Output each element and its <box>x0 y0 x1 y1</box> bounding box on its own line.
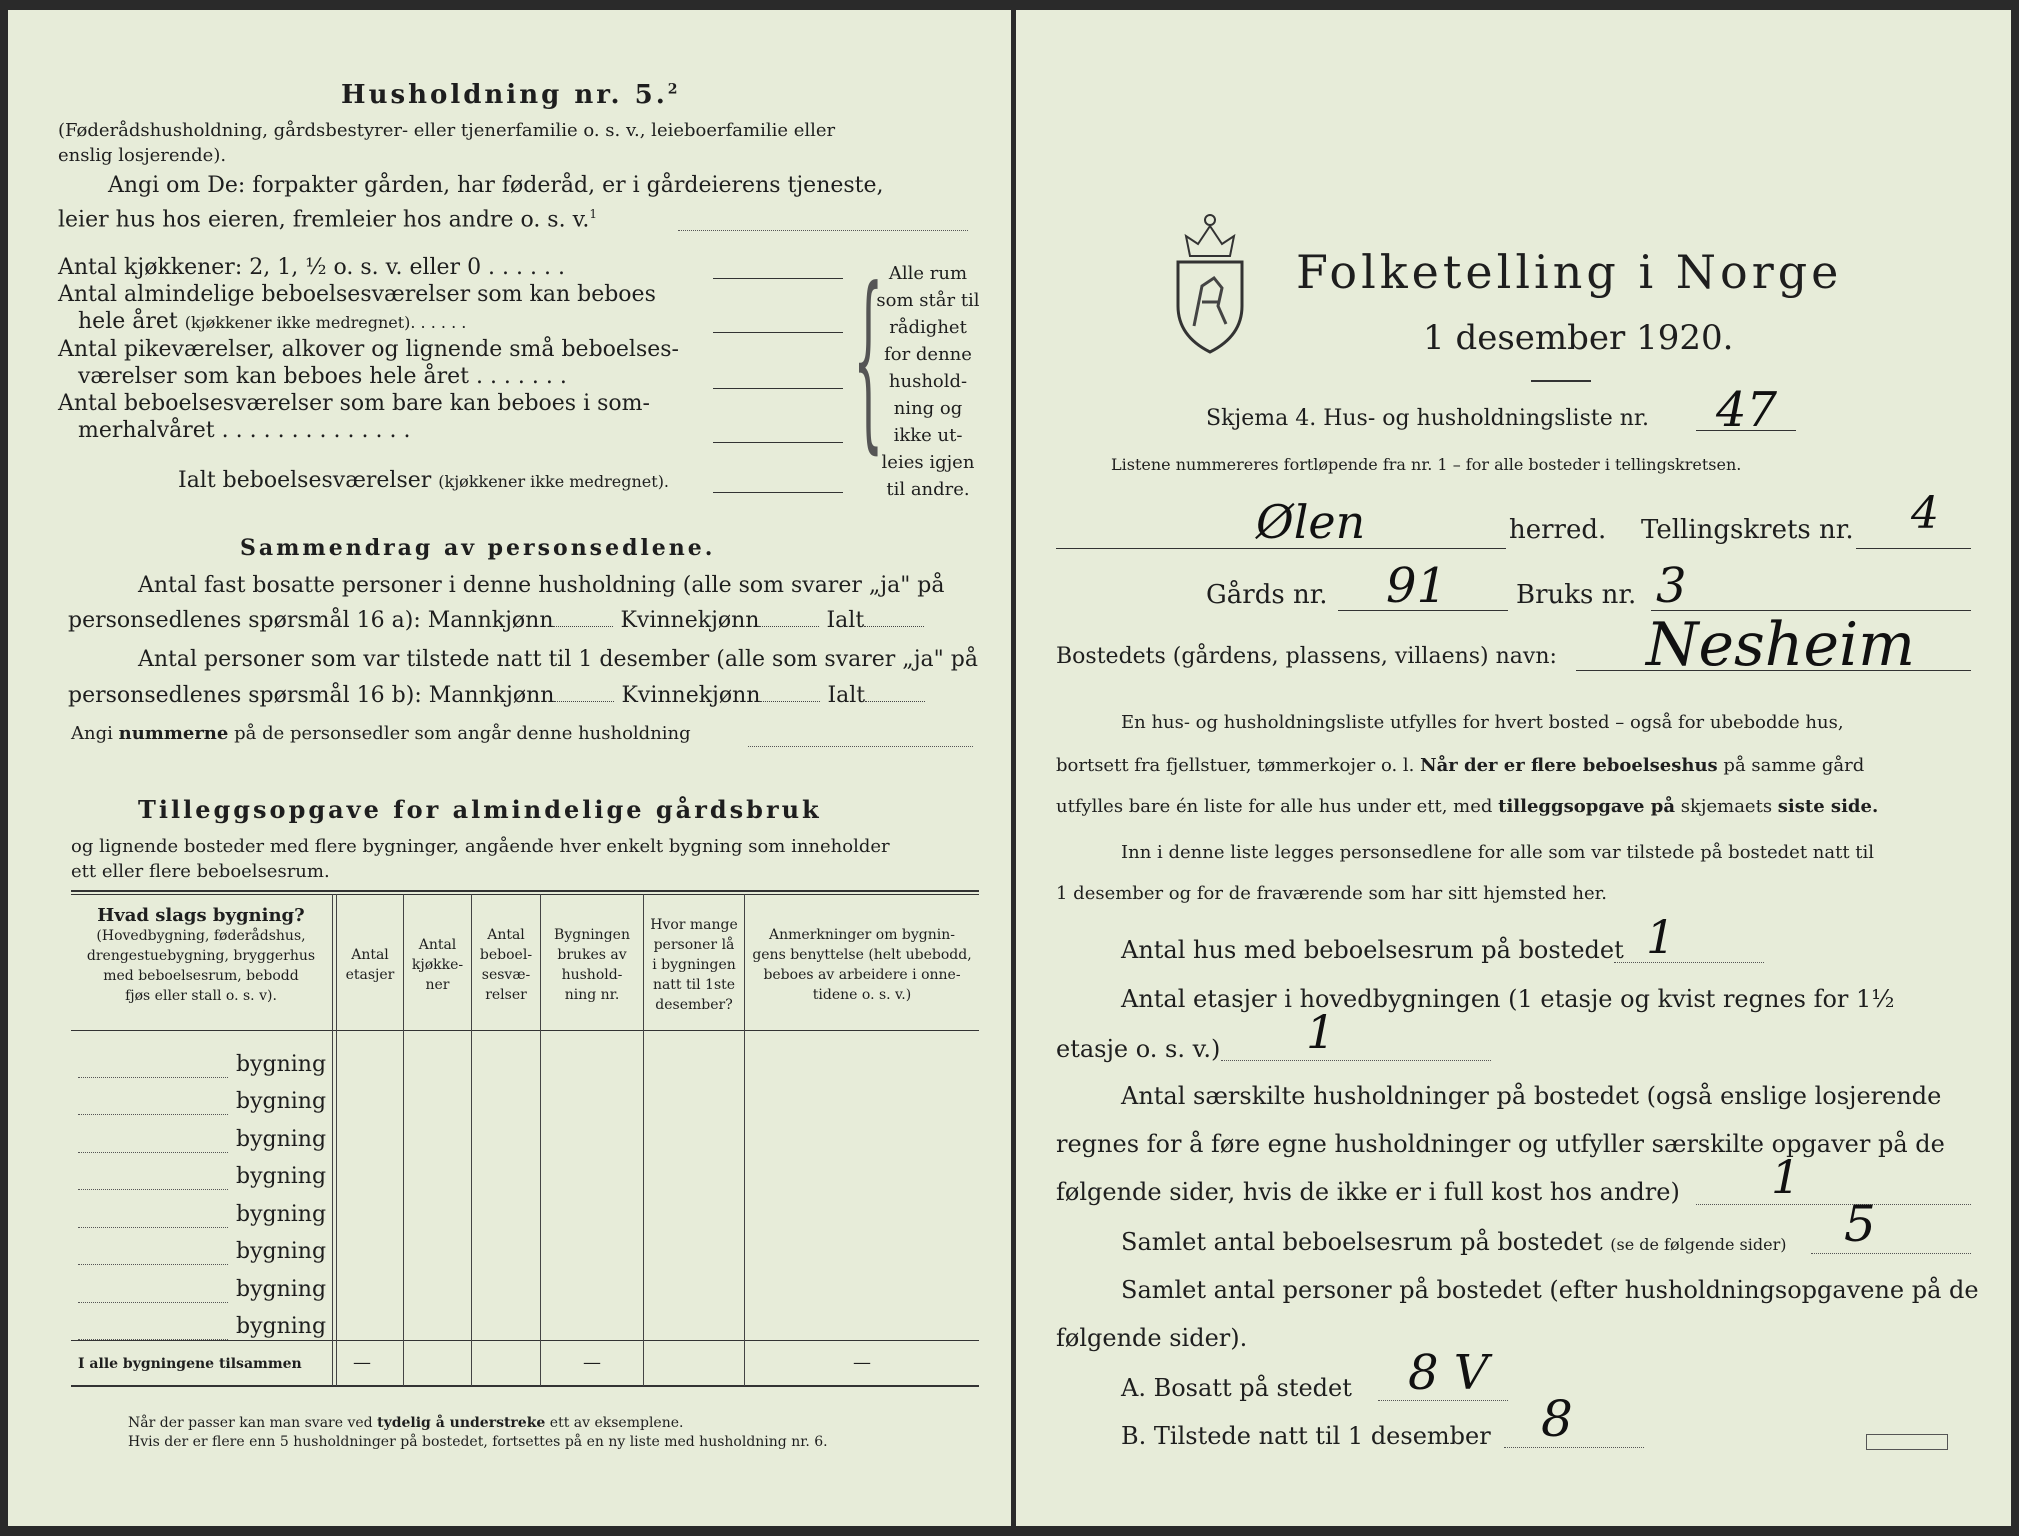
table-row: bygning <box>236 1202 327 1227</box>
bruks-label: Bruks nr. <box>1516 580 1637 610</box>
almindelige-answer-line <box>713 332 843 333</box>
household-title: Husholdning nr. 5.$^2$ <box>341 80 681 110</box>
tilstede-value: 8 <box>1541 1390 1573 1448</box>
almindelige-label-2: hele året (kjøkkener ikke medregnet). . . . . . <box>78 309 467 334</box>
sommer-answer-line <box>713 442 843 443</box>
husholdninger-line-1: Antal særskilte husholdninger på bostedet (også enslige losjerende <box>1121 1082 1942 1110</box>
tillegg-line-1: og lignende bosteder med flere bygninger, angående hver enkelt bygning som inneholder <box>71 836 890 857</box>
table-top-rule <box>71 890 979 892</box>
total-dash: — <box>583 1352 601 1373</box>
kjokkener-label: Antal kjøkkener: 2, 1, ½ o. s. v. eller 0 . . . . . . <box>58 255 565 280</box>
col-husholdning-nr: Bygningen brukes av hushold- ning nr. <box>554 927 630 1003</box>
tellingskrets-value: 4 <box>1911 488 1939 539</box>
coat-of-arms-icon <box>1172 206 1248 356</box>
angi-line-1: Angi om De: forpakter gården, har føderåd, er i gårdeierens tjeneste, <box>108 173 884 198</box>
col-kjokkener: Antal kjøkke- ner <box>411 937 464 993</box>
tillegg-title: Tilleggsopgave for almindelige gårdsbruk <box>138 795 822 824</box>
pike-answer-line <box>713 388 843 389</box>
fast-bosatte-line-1: Antal fast bosatte personer i denne husholdning (alle som svarer „ja" på <box>138 573 945 598</box>
brace-icon: { <box>853 249 884 473</box>
listene-note: Listene nummereres fortløpende fra nr. 1 – for alle bosteder i tellingskretsen. <box>1111 455 1742 474</box>
table-row: bygning <box>236 1277 327 1302</box>
table-row: bygning <box>236 1127 327 1152</box>
husholdninger-line-2: regnes for å føre egne husholdninger og utfyller særskilte opgaver på de <box>1056 1130 1945 1158</box>
table-row: bygning <box>236 1239 327 1264</box>
printer-stamp <box>1866 1434 1948 1450</box>
herred-label: herred. <box>1509 515 1607 545</box>
instruction-line-5: 1 desember og for de fraværende som har sitt hjemsted her. <box>1056 883 1607 904</box>
hus-label: Antal hus med beboelsesrum på bostedet <box>1121 936 1624 964</box>
herred-value: Ølen <box>1256 495 1366 549</box>
instruction-line-2: bortsett fra fjellstuer, tømmerkojer o. l. Når der er flere beboelseshus på samme gård <box>1056 755 1865 776</box>
ialt-label: Ialt beboelsesværelser (kjøkkener ikke medregnet). <box>178 468 670 493</box>
table-header-rule <box>71 1030 979 1031</box>
bosted-value: Nesheim <box>1646 610 1916 680</box>
instruction-line-4: Inn i denne liste legges personsedlene for alle som var tilstede på bostedet natt til <box>1121 842 1875 863</box>
sammendrag-title: Sammendrag av personsedlene. <box>240 535 716 561</box>
col-building-type: Hvad slags bygning? (Hovedbygning, føderådshus, drengestuebygning, bryggerhus med beboelsesrum, bebodd fjøs eller stall o. s. v). <box>86 905 316 1004</box>
tilstede-line-1: Antal personer som var tilstede natt til 1 desember (alle som svarer „ja" på <box>138 647 978 672</box>
table-row: bygning <box>236 1052 327 1077</box>
right-page <box>1016 10 2011 1526</box>
samlet-personer-line-1: Samlet antal personer på bostedet (efter husholdningsopgavene på de <box>1121 1276 1979 1304</box>
table-total-label: I alle bygningene tilsammen <box>78 1356 302 1372</box>
samlet-rum-label: Samlet antal beboelsesrum på bostedet (se de følgende sider) <box>1121 1228 1787 1256</box>
ialt-answer-line <box>713 492 843 493</box>
total-dash: — <box>353 1352 371 1373</box>
bosatt-value: 8 V <box>1408 1345 1489 1401</box>
tillegg-line-2: ett eller flere beboelsesrum. <box>71 861 330 882</box>
footnote-2: Hvis der er flere enn 5 husholdninger på bostedet, fortsettes på en ny liste med husholdning nr. 6. <box>128 1434 828 1450</box>
footnote-1: Når der passer kan man svare ved tydelig å understreke ett av eksemplene. <box>128 1415 684 1431</box>
col-anmerkninger: Anmerkninger om bygnin- gens benyttelse (helt ubebodd, beboes av arbeidere i onne- tidene o. s. v.) <box>752 927 972 1003</box>
census-title: Folketelling i Norge <box>1296 245 1843 299</box>
table-row: bygning <box>236 1089 327 1114</box>
table-top-rule-thin <box>71 894 979 895</box>
household-subtitle-1: (Føderådshusholdning, gårdsbestyrer- eller tjenerfamilie o. s. v., leieboerfamilie eller <box>58 120 836 141</box>
angi-line-2: leier hus hos eieren, fremleier hos andre o. s. v.$^1$ <box>58 207 598 233</box>
angi-nummerne: Angi nummerne på de personsedler som angår denne husholdning <box>71 723 691 744</box>
kjokkener-answer-line <box>713 278 843 279</box>
pike-label-1: Antal pikeværelser, alkover og lignende små beboelses- <box>58 337 679 362</box>
skjema-number: 47 <box>1716 382 1778 438</box>
tilstede-label: B. Tilstede natt til 1 desember <box>1121 1422 1491 1450</box>
angi-nummerne-line <box>748 746 973 747</box>
bosatt-label: A. Bosatt på stedet <box>1121 1374 1352 1402</box>
almindelige-label-1: Antal almindelige beboelsesværelser som kan beboes <box>58 282 656 307</box>
household-subtitle-2: enslig losjerende). <box>58 145 227 166</box>
gards-value: 91 <box>1386 558 1448 614</box>
skjema-label: Skjema 4. Hus- og husholdningsliste nr. <box>1206 406 1649 431</box>
etasjer-line-1: Antal etasjer i hovedbygningen (1 etasje og kvist regnes for 1½ <box>1121 985 1895 1013</box>
etasjer-value: 1 <box>1306 1005 1336 1059</box>
table-row: bygning <box>236 1164 327 1189</box>
col-personer: Hvor mange personer lå i bygningen natt til 1ste desember? <box>650 917 738 1013</box>
tilstede-line-2: personsedlenes spørsmål 16 b): Mannkjønn Kvinnekjønn Ialt <box>68 683 925 708</box>
left-page <box>8 10 1011 1526</box>
samlet-personer-line-2: følgende sider). <box>1056 1324 1248 1352</box>
table-row: bygning <box>236 1314 327 1339</box>
tellingskrets-label: Tellingskrets nr. <box>1641 515 1854 545</box>
table-total-rule <box>71 1340 979 1341</box>
husholdninger-line-3: følgende sider, hvis de ikke er i full kost hos andre) <box>1056 1178 1680 1206</box>
bruks-value: 3 <box>1656 558 1687 614</box>
census-date: 1 desember 1920. <box>1423 318 1734 358</box>
gards-label: Gårds nr. <box>1206 580 1328 610</box>
table-bottom-rule <box>71 1385 979 1387</box>
instruction-line-3: utfylles bare én liste for alle hus under ett, med tilleggsopgave på skjemaets siste side. <box>1056 796 1879 817</box>
angi-answer-line <box>678 230 968 231</box>
col-beboelsesvaerelser: Antal beboel- sesvæ- relser <box>479 927 533 1003</box>
samlet-rum-value: 5 <box>1844 1195 1876 1253</box>
hus-value: 1 <box>1646 910 1676 964</box>
col-etasjer: Antal etasjer <box>345 947 395 983</box>
total-dash: — <box>853 1352 871 1373</box>
fast-bosatte-line-2: personsedlenes spørsmål 16 a): Mannkjønn Kvinnekjønn Ialt <box>68 608 924 633</box>
sommer-label-2: merhalvåret . . . . . . . . . . . . . . <box>78 418 411 443</box>
sommer-label-1: Antal beboelsesværelser som bare kan beboes i som- <box>58 391 650 416</box>
bosted-label: Bostedets (gårdens, plassens, villaens) navn: <box>1056 644 1557 669</box>
pike-label-2: værelser som kan beboes hele året . . . . . . . <box>78 364 567 389</box>
rooms-side-note: Alle rum som står til rådighet for denne hushold- ning og ikke ut- leies igjen til andre. <box>876 263 980 500</box>
etasjer-line-2: etasje o. s. v.) <box>1056 1035 1221 1063</box>
husholdninger-value: 1 <box>1771 1150 1801 1204</box>
instruction-line-1: En hus- og husholdningsliste utfylles for hvert bosted – også for ubebodde hus, <box>1121 712 1844 733</box>
